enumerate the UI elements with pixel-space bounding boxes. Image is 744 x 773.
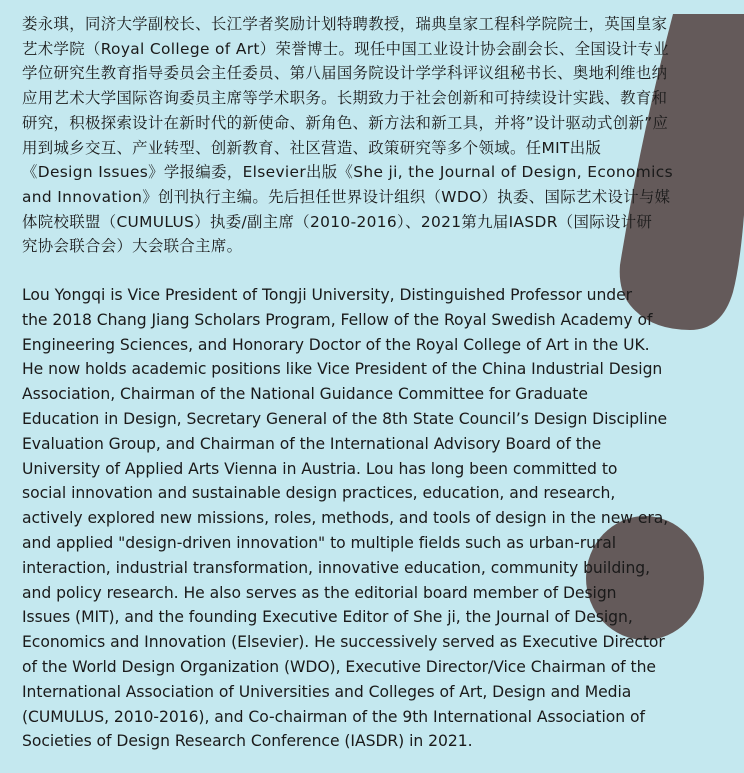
bio-zh-line: 娄永琪，同济大学副校长、长江学者奖励计划特聘教授，瑞典皇家工程科学院院士，英国皇家 — [22, 15, 668, 33]
bio-zh-line: 用到城乡交互、产业转型、创新教育、社区营造、政策研究等多个领域。任MIT出版 — [22, 138, 602, 157]
bio-en-line: Education in Design, Secretary General of the 8th State Council’s Design Discipline — [22, 410, 668, 429]
bio-en-line: Societies of Design Research Conference (IASDR) in 2021. — [22, 732, 473, 751]
bio-zh-line: 艺术学院（Royal College of Art）荣誉博士。现任中国工业设计协会副会长、全国设计专业 — [22, 39, 670, 58]
bio-en-line: the 2018 Chang Jiang Scholars Program, Fellow of the Royal Swedish Academy of — [22, 310, 653, 329]
biography-chinese — [22, 12, 722, 259]
bio-en-line: Engineering Sciences, and Honorary Doctor of the Royal College of Art in the UK. — [22, 335, 650, 354]
bio-zh-line: and Innovation》创刊执行主编。先后担任世界设计组织（WDO）执委、国际艺术设计与媒 — [22, 187, 671, 206]
bio-zh-line: 究协会联合会）大会联合主席。 — [22, 237, 243, 256]
bio-en-line: of the World Design Organization (WDO), Executive Director/Vice Chairman of the — [22, 657, 656, 676]
bio-zh-line: 体院校联盟（CUMULUS）执委/副主席（2010-2016）、2021第九届IASDR（国际设计研 — [22, 212, 653, 231]
bio-en-line: Association, Chairman of the National Guidance Committee for Graduate — [22, 385, 588, 404]
bio-zh-line: 《Design Issues》学报编委，Elsevier出版《She ji, the Journal of Design, Economics — [22, 163, 673, 182]
bio-en-line: actively explored new missions, roles, methods, and tools of design in the new era, — [22, 509, 669, 528]
bio-zh-line: 学位研究生教育指导委员会主任委员、第八届国务院设计学学科评议组秘书长、奥地利维也纳 — [22, 64, 668, 83]
bio-en-line: He now holds academic positions like Vice President of the China Industrial Design — [22, 360, 663, 379]
bio-en-line: Economics and Innovation (Elsevier). He successively served as Executive Director — [22, 633, 665, 652]
bio-en-line: social innovation and sustainable design practices, education, and research, — [22, 484, 616, 503]
biography-english — [22, 283, 722, 754]
bio-en-line: Lou Yongqi is Vice President of Tongji University, Distinguished Professor under — [22, 286, 633, 305]
bio-en-line: Evaluation Group, and Chairman of the International Advisory Board of the — [22, 434, 602, 453]
bio-en-line: University of Applied Arts Vienna in Austria. Lou has long been committed to — [22, 459, 618, 478]
bio-zh-line: 研究，积极探索设计在新时代的新使命、新角色、新方法和新工具，并将”设计驱动式创新”应 — [22, 113, 669, 132]
bio-en-line: and applied "design-driven innovation" to multiple fields such as urban-rural — [22, 534, 617, 552]
bio-zh-line: 应用艺术大学国际咨询委员主席等学术职务。长期致力于社会创新和可持续设计实践、教育和 — [22, 89, 668, 108]
bio-en-line: Issues (MIT), and the founding Executive Editor of She ji, the Journal of Design, — [22, 608, 633, 627]
biography-content — [22, 12, 722, 754]
bio-en-line: (CUMULUS, 2010-2016), and Co-chairman of the 9th International Association of — [22, 707, 645, 726]
bio-en-line: International Association of Universities and Colleges of Art, Design and Media — [22, 682, 632, 701]
bio-en-line: and policy research. He also serves as the editorial board member of Design — [22, 583, 617, 602]
bio-en-line: interaction, industrial transformation, innovative education, community building, — [22, 558, 651, 577]
